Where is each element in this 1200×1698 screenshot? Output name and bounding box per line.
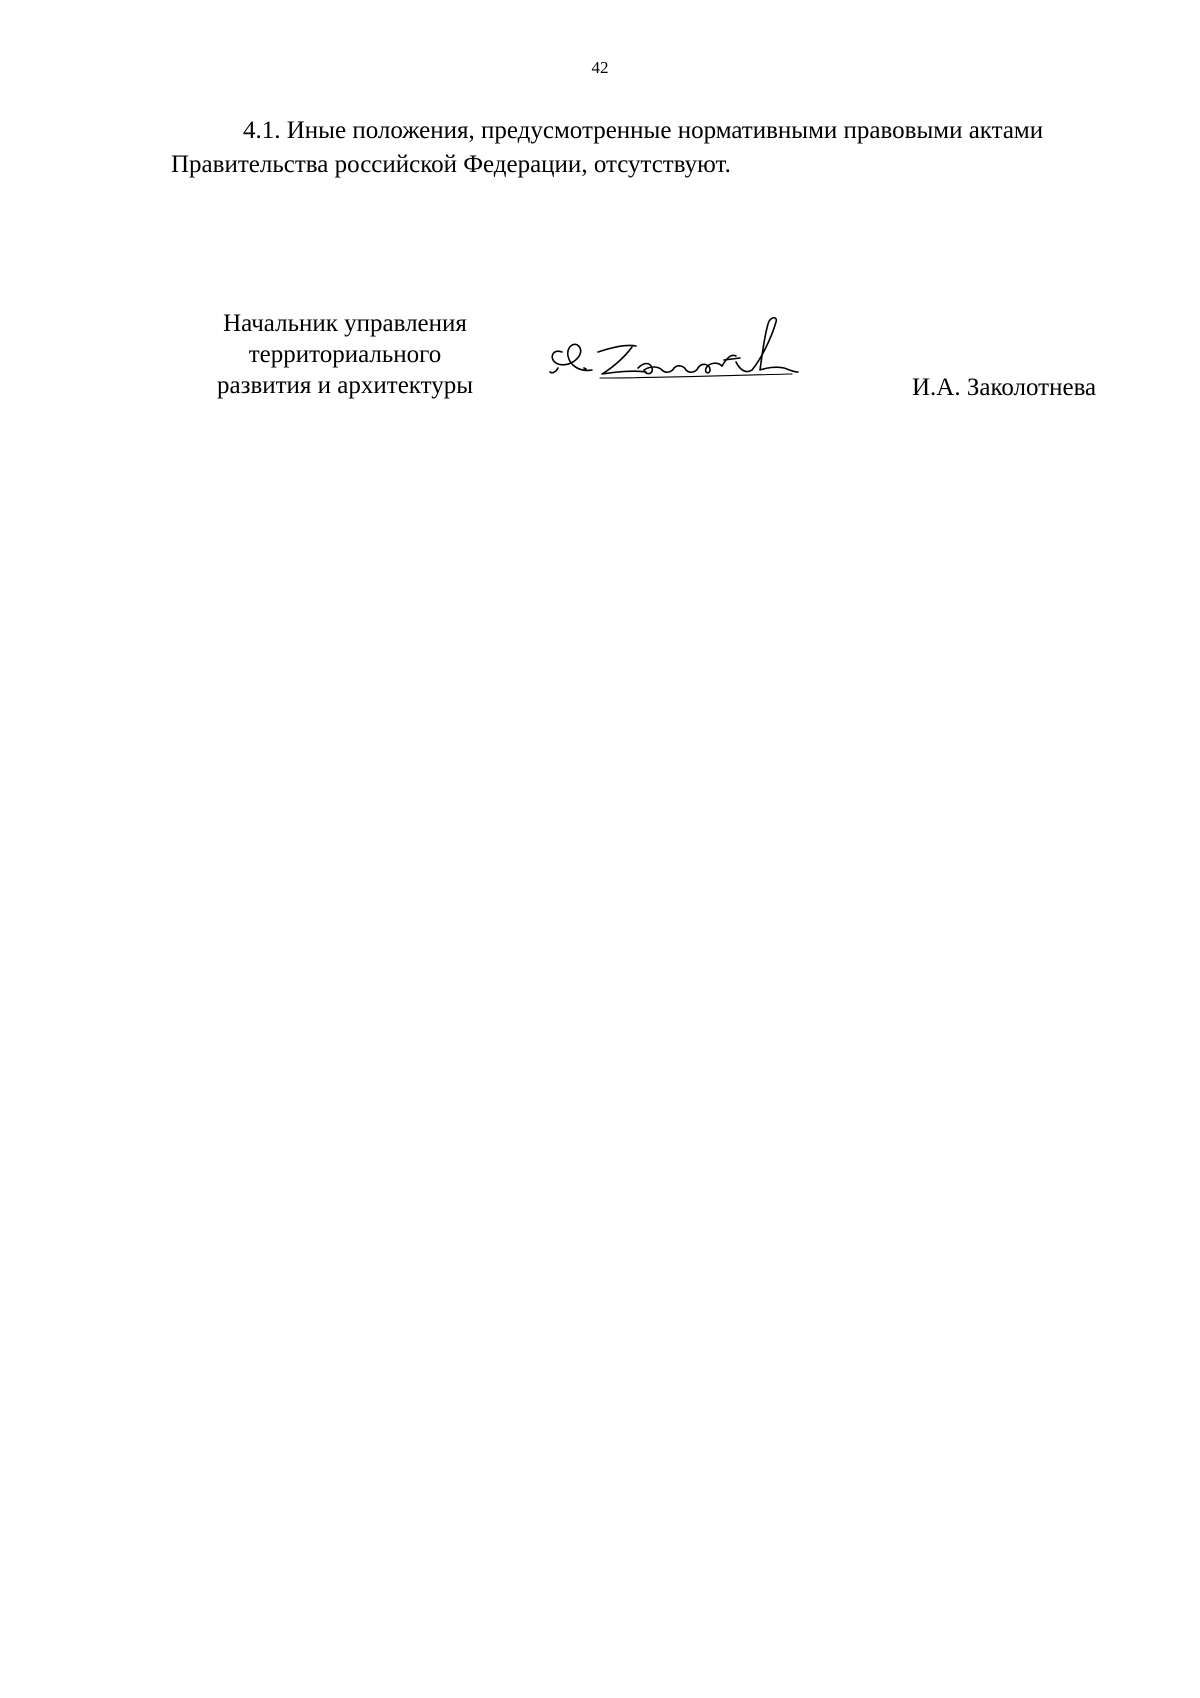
position-line-1: Начальник управления [223,310,467,337]
paragraph-line-2: Правительства российской Федерации, отсутствуют. [171,151,731,178]
position-line-2: территориального [248,341,442,368]
signer-name: И.А. Заколотнева [912,374,1097,401]
signatory-position [190,308,500,401]
page-number: 42 [591,58,609,77]
position-line-3: развития и архитектуры [216,372,474,399]
paragraph-line-1: 4.1. Иные положения, предусмотренные нормативными правовыми актами [243,117,1044,144]
handwritten-signature [540,312,820,402]
body-paragraph [171,114,1151,182]
